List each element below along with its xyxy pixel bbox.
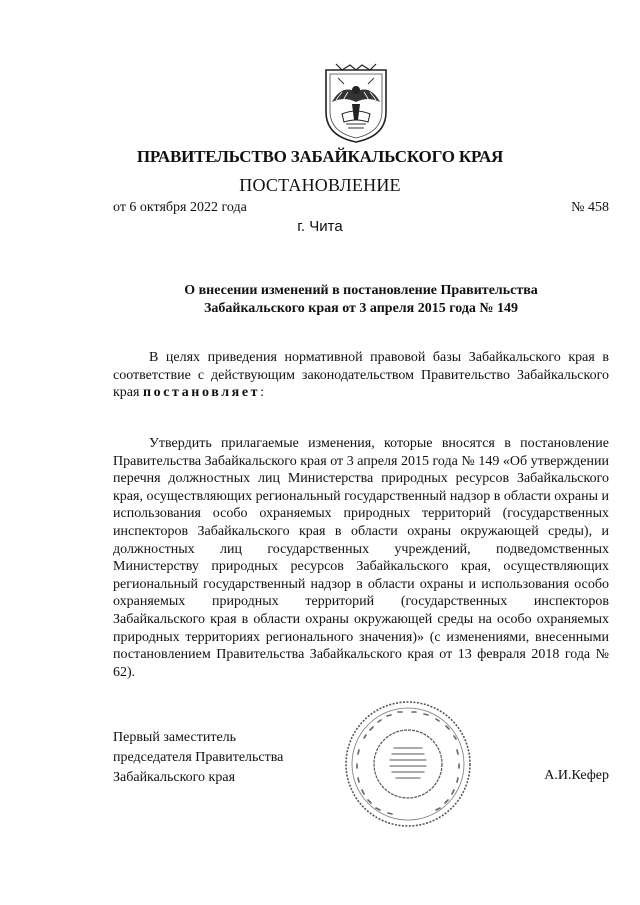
government-title: ПРАВИТЕЛЬСТВО ЗАБАЙКАЛЬСКОГО КРАЯ (136, 147, 504, 166)
paragraph-2-text: Утвердить прилагаемые изменения, которые вносятся в постановление Правительства Забайкальского края от 3 апреля 2015 года № 149 «Об утверждении перечня должностных лиц Министерства природных ресурсов Забайкальского края, осуществляющих региональный государственный надзор в области охраны и использования особо охраняемых природных территорий (государственных инспекторов Забайкальского края в области охраны окружающей среды), и должностных лиц государственных учреждений, подведомственных Министерству природных ресурсов Забайкальского края, осуществляющих региональный государственный надзор в области охраны и использования особо охраняемых природных территорий (государственных инспекторов Забайкальского края в области охраны окружающей среды на особо охраняемых природных территориях регионального значения)» (с изменениями, внесенными постановлением Правительства Забайкальского края от 13 февраля 2018 года № 62). (113, 436, 609, 680)
signatory-line-2: председателя Правительства (113, 750, 284, 765)
paragraph-1-text: В целях приведения нормативной правовой базы Забайкальского края в соответствие с действующим законодательством Правительство Забайкальского края (113, 350, 609, 401)
coat-of-arms-icon (322, 62, 390, 144)
signatory-title (113, 728, 283, 788)
paragraph-2 (113, 435, 609, 681)
signatory-name: А.И.Кефер (544, 768, 609, 783)
document-city: г. Чита (297, 218, 343, 235)
signatory-line-1: Первый заместитель (113, 730, 237, 745)
decree-keyword: постановляет (142, 385, 261, 401)
subject-line-2: Забайкальского края от 3 апреля 2015 года № 149 (204, 301, 518, 316)
document-type: ПОСТАНОВЛЕНИЕ (239, 175, 401, 195)
paragraph-1 (113, 349, 609, 402)
official-seal-icon (342, 698, 474, 830)
document-subject (113, 282, 609, 318)
document-date: от 6 октября 2022 года (113, 200, 247, 215)
subject-line-1: О внесении изменений в постановление Правительства (184, 283, 538, 298)
signatory-line-3: Забайкальского края (113, 770, 236, 785)
document-number: № 458 (571, 200, 609, 215)
paragraph-1-end: : (260, 385, 265, 401)
